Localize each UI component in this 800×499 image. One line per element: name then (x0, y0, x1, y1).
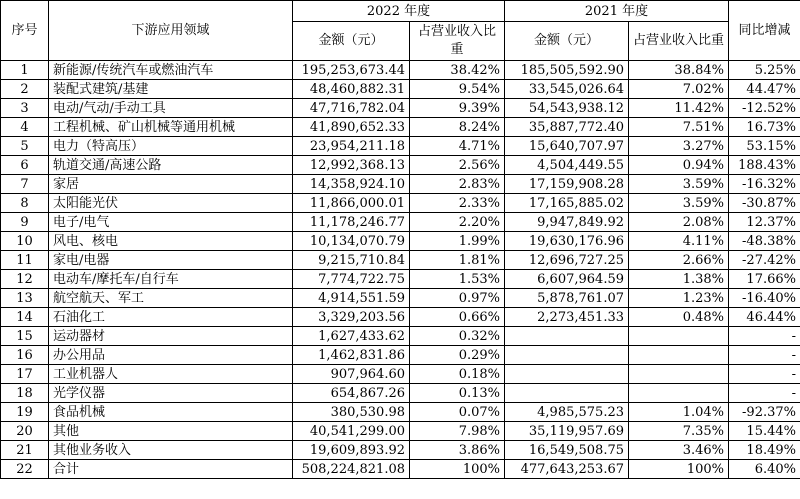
cell-index: 13 (1, 289, 49, 308)
cell-share-2021: 0.94% (629, 156, 729, 175)
cell-share-2022: 1.81% (410, 251, 505, 270)
cell-amount-2021: 4,985,575.23 (505, 403, 629, 422)
cell-amount-2021: 15,640,707.97 (505, 137, 629, 156)
cell-index: 17 (1, 365, 49, 384)
cell-share-2022: 38.42% (410, 61, 505, 80)
cell-share-2021 (629, 365, 729, 384)
cell-share-2021: 2.08% (629, 213, 729, 232)
cell-amount-2022: 907,964.60 (293, 365, 410, 384)
cell-share-2021: 3.46% (629, 441, 729, 460)
cell-amount-2022: 380,530.98 (293, 403, 410, 422)
cell-yoy: 15.44% (729, 422, 800, 441)
table-row (1, 99, 800, 118)
cell-field: 运动器材 (49, 327, 293, 346)
table-row (1, 137, 800, 156)
cell-share-2022: 1.99% (410, 232, 505, 251)
cell-amount-2021: 5,878,761.07 (505, 289, 629, 308)
cell-yoy: - (729, 365, 800, 384)
cell-share-2021: 7.51% (629, 118, 729, 137)
cell-share-2022: 3.86% (410, 441, 505, 460)
cell-amount-2022: 195,253,673.44 (293, 61, 410, 80)
header-amount-2022: 金额（元） (293, 22, 410, 61)
table-row (1, 80, 800, 99)
cell-amount-2021 (505, 365, 629, 384)
cell-share-2022: 100% (410, 460, 505, 479)
cell-field: 电动/气动/手动工具 (49, 99, 293, 118)
cell-amount-2022: 11,178,246.77 (293, 213, 410, 232)
cell-amount-2022: 48,460,882.31 (293, 80, 410, 99)
cell-yoy: -30.87% (729, 194, 800, 213)
cell-index: 22 (1, 460, 49, 479)
cell-amount-2021 (505, 327, 629, 346)
cell-share-2021 (629, 384, 729, 403)
table-row (1, 308, 800, 327)
header-share-2021: 占营业收入比重 (629, 22, 729, 61)
cell-amount-2021: 12,696,727.25 (505, 251, 629, 270)
cell-yoy: -12.52% (729, 99, 800, 118)
cell-share-2022: 7.98% (410, 422, 505, 441)
table-row (1, 365, 800, 384)
cell-share-2021: 1.23% (629, 289, 729, 308)
cell-field: 电力（特高压） (49, 137, 293, 156)
cell-amount-2021: 477,643,253.67 (505, 460, 629, 479)
table-row (1, 156, 800, 175)
cell-yoy: 12.37% (729, 213, 800, 232)
cell-index: 18 (1, 384, 49, 403)
cell-field: 电动车/摩托车/自行车 (49, 270, 293, 289)
table-row (1, 213, 800, 232)
table-row (1, 194, 800, 213)
cell-index: 15 (1, 327, 49, 346)
cell-amount-2022: 10,134,070.79 (293, 232, 410, 251)
cell-share-2022: 2.20% (410, 213, 505, 232)
cell-share-2022: 0.97% (410, 289, 505, 308)
cell-share-2021: 7.35% (629, 422, 729, 441)
cell-share-2021: 1.04% (629, 403, 729, 422)
table-row (1, 441, 800, 460)
cell-field: 其他业务收入 (49, 441, 293, 460)
cell-share-2022: 9.39% (410, 99, 505, 118)
cell-share-2022: 1.53% (410, 270, 505, 289)
cell-field: 食品机械 (49, 403, 293, 422)
cell-share-2022: 0.18% (410, 365, 505, 384)
cell-field: 其他 (49, 422, 293, 441)
cell-field: 航空航天、军工 (49, 289, 293, 308)
cell-amount-2021: 16,549,508.75 (505, 441, 629, 460)
cell-index: 6 (1, 156, 49, 175)
cell-yoy: -48.38% (729, 232, 800, 251)
cell-field: 装配式建筑/基建 (49, 80, 293, 99)
cell-yoy: 6.40% (729, 460, 800, 479)
table-row (1, 460, 800, 479)
cell-field: 合计 (49, 460, 293, 479)
cell-amount-2022: 23,954,211.18 (293, 137, 410, 156)
cell-share-2021: 7.02% (629, 80, 729, 99)
cell-share-2021: 38.84% (629, 61, 729, 80)
cell-field: 办公用品 (49, 346, 293, 365)
cell-share-2022: 2.56% (410, 156, 505, 175)
cell-amount-2022: 9,215,710.84 (293, 251, 410, 270)
cell-index: 9 (1, 213, 49, 232)
cell-field: 家电/电器 (49, 251, 293, 270)
header-row-years (1, 1, 800, 22)
cell-yoy: -16.32% (729, 175, 800, 194)
header-yoy: 同比增减 (729, 1, 800, 61)
cell-index: 4 (1, 118, 49, 137)
cell-index: 5 (1, 137, 49, 156)
table-body (1, 61, 800, 479)
cell-yoy: -92.37% (729, 403, 800, 422)
cell-amount-2022: 41,890,652.33 (293, 118, 410, 137)
cell-yoy: 17.66% (729, 270, 800, 289)
cell-share-2021 (629, 327, 729, 346)
cell-share-2021 (629, 346, 729, 365)
cell-amount-2022: 11,866,000.01 (293, 194, 410, 213)
table-row (1, 346, 800, 365)
cell-share-2022: 9.54% (410, 80, 505, 99)
cell-index: 14 (1, 308, 49, 327)
cell-amount-2021: 17,165,885.02 (505, 194, 629, 213)
cell-field: 石油化工 (49, 308, 293, 327)
table-row (1, 251, 800, 270)
cell-share-2022: 0.07% (410, 403, 505, 422)
table-row (1, 232, 800, 251)
cell-yoy: 46.44% (729, 308, 800, 327)
table-row (1, 403, 800, 422)
cell-index: 10 (1, 232, 49, 251)
cell-share-2021: 100% (629, 460, 729, 479)
cell-amount-2022: 1,462,831.86 (293, 346, 410, 365)
table-row (1, 175, 800, 194)
cell-yoy: 18.49% (729, 441, 800, 460)
cell-yoy: 16.73% (729, 118, 800, 137)
cell-amount-2021: 17,159,908.28 (505, 175, 629, 194)
cell-index: 8 (1, 194, 49, 213)
cell-index: 2 (1, 80, 49, 99)
cell-amount-2021: 9,947,849.92 (505, 213, 629, 232)
cell-amount-2021 (505, 384, 629, 403)
cell-index: 20 (1, 422, 49, 441)
cell-field: 家居 (49, 175, 293, 194)
table-row (1, 118, 800, 137)
cell-share-2021: 4.11% (629, 232, 729, 251)
table-row (1, 289, 800, 308)
header-year-2022: 2022 年度 (293, 1, 505, 22)
cell-share-2021: 1.38% (629, 270, 729, 289)
cell-share-2022: 2.83% (410, 175, 505, 194)
cell-share-2022: 0.29% (410, 346, 505, 365)
cell-field: 太阳能光伏 (49, 194, 293, 213)
table-row (1, 270, 800, 289)
cell-amount-2022: 12,992,368.13 (293, 156, 410, 175)
cell-index: 21 (1, 441, 49, 460)
header-year-2021: 2021 年度 (505, 1, 729, 22)
cell-field: 工程机械、矿山机械等通用机械 (49, 118, 293, 137)
cell-index: 11 (1, 251, 49, 270)
cell-yoy: - (729, 346, 800, 365)
cell-share-2021: 3.59% (629, 175, 729, 194)
header-field: 下游应用领域 (49, 1, 293, 61)
cell-share-2022: 0.13% (410, 384, 505, 403)
cell-field: 新能源/传统汽车或燃油汽车 (49, 61, 293, 80)
cell-index: 16 (1, 346, 49, 365)
cell-amount-2021: 35,887,772.40 (505, 118, 629, 137)
header-share-2022: 占营业收入比重 (410, 22, 505, 61)
cell-share-2021: 11.42% (629, 99, 729, 118)
cell-share-2022: 0.66% (410, 308, 505, 327)
table-row (1, 422, 800, 441)
cell-amount-2021: 185,505,592.90 (505, 61, 629, 80)
cell-field: 轨道交通/高速公路 (49, 156, 293, 175)
cell-amount-2021: 33,545,026.64 (505, 80, 629, 99)
cell-share-2021: 2.66% (629, 251, 729, 270)
cell-amount-2021: 35,119,957.69 (505, 422, 629, 441)
cell-amount-2022: 1,627,433.62 (293, 327, 410, 346)
cell-field: 电子/电气 (49, 213, 293, 232)
table-row (1, 327, 800, 346)
cell-amount-2021 (505, 346, 629, 365)
cell-share-2021: 3.59% (629, 194, 729, 213)
cell-amount-2022: 4,914,551.59 (293, 289, 410, 308)
cell-amount-2022: 7,774,722.75 (293, 270, 410, 289)
cell-amount-2022: 19,609,893.92 (293, 441, 410, 460)
cell-amount-2021: 6,607,964.59 (505, 270, 629, 289)
cell-share-2022: 4.71% (410, 137, 505, 156)
cell-yoy: 53.15% (729, 137, 800, 156)
cell-index: 7 (1, 175, 49, 194)
cell-yoy: - (729, 384, 800, 403)
cell-yoy: -16.40% (729, 289, 800, 308)
cell-share-2022: 0.32% (410, 327, 505, 346)
cell-share-2022: 2.33% (410, 194, 505, 213)
cell-yoy: 44.47% (729, 80, 800, 99)
table-row (1, 384, 800, 403)
cell-index: 19 (1, 403, 49, 422)
cell-amount-2022: 3,329,203.56 (293, 308, 410, 327)
cell-yoy: -27.42% (729, 251, 800, 270)
cell-amount-2022: 14,358,924.10 (293, 175, 410, 194)
cell-yoy: 5.25% (729, 61, 800, 80)
cell-share-2021: 3.27% (629, 137, 729, 156)
header-index: 序号 (1, 1, 49, 61)
cell-field: 光学仪器 (49, 384, 293, 403)
cell-amount-2022: 47,716,782.04 (293, 99, 410, 118)
cell-amount-2022: 40,541,299.00 (293, 422, 410, 441)
cell-field: 工业机器人 (49, 365, 293, 384)
cell-amount-2022: 508,224,821.08 (293, 460, 410, 479)
cell-field: 风电、核电 (49, 232, 293, 251)
header-amount-2021: 金额（元） (505, 22, 629, 61)
cell-amount-2021: 4,504,449.55 (505, 156, 629, 175)
cell-yoy: - (729, 327, 800, 346)
table-row (1, 61, 800, 80)
cell-share-2021: 0.48% (629, 308, 729, 327)
cell-index: 1 (1, 61, 49, 80)
cell-yoy: 188.43% (729, 156, 800, 175)
cell-amount-2022: 654,867.26 (293, 384, 410, 403)
cell-index: 3 (1, 99, 49, 118)
cell-share-2022: 8.24% (410, 118, 505, 137)
cell-amount-2021: 19,630,176.96 (505, 232, 629, 251)
cell-index: 12 (1, 270, 49, 289)
cell-amount-2021: 2,273,451.33 (505, 308, 629, 327)
cell-amount-2021: 54,543,938.12 (505, 99, 629, 118)
